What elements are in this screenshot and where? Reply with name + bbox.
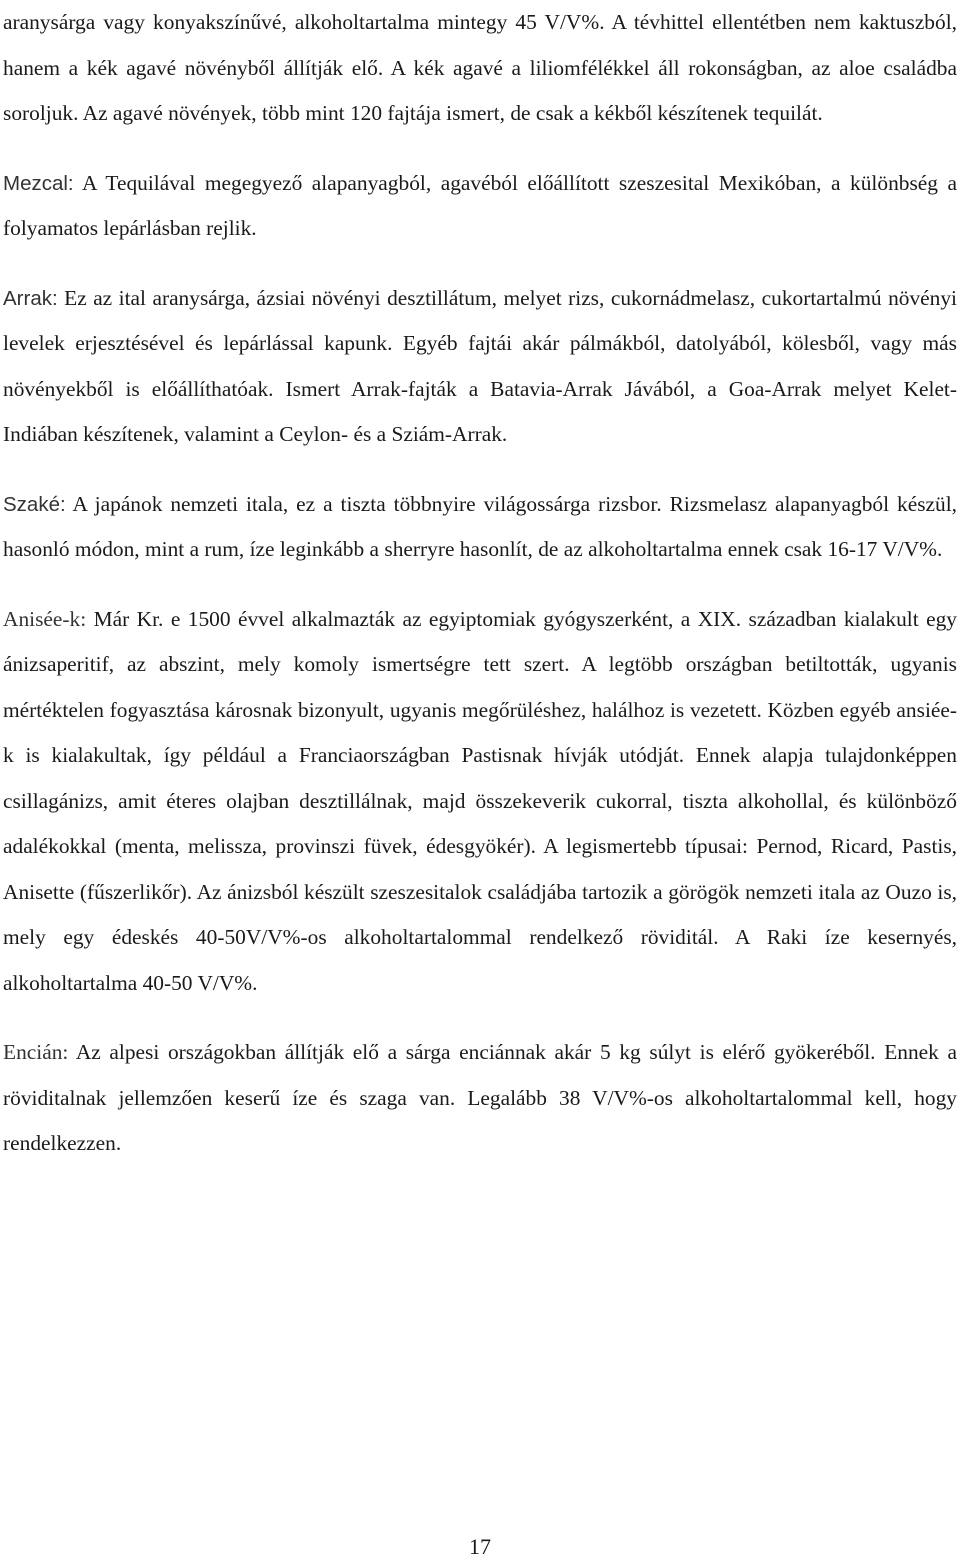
term-mezcal: Mezcal: [3, 171, 74, 195]
term-szake: Szaké: [3, 492, 66, 516]
paragraph-anisee [3, 597, 957, 1007]
paragraph-text: A Tequilával megegyező alapanyagból, agavéból előállított szeszesital Mexikóban, a különbség a folyamatos lepárlásban rejlik. [3, 170, 957, 240]
paragraph-text: Ez az ital aranysárga, ázsiai növényi desztillátum, melyet rizs, cukornádmelasz, cukortartalmú növényi levelek erjesztésével és lepárlással kapunk. Egyéb fajtái akár pálmákból, datolyából, kölesből, vagy más növényekből is előállíthatóak. Ismert Arrak-fajták a Batavia-Arrak Jávából, a Goa-Arrak melyet Kelet-Indiában készítenek, valamint a Ceylon- és a Sziám-Arrak. [3, 285, 957, 446]
paragraph-szake [3, 482, 957, 573]
term-anisee: Anisée-k: [3, 606, 87, 631]
document-page [3, 0, 957, 1561]
term-arrak: Arrak: [3, 286, 58, 310]
paragraph-tequila-continued [3, 0, 957, 137]
paragraph-text: A japánok nemzeti itala, ez a tiszta többnyire világossárga rizsbor. Rizsmelasz alapanyagból készül, hasonló módon, mint a rum, íze leginkább a sherryre hasonlít, de az alkoholtartalma ennek csak 16-17 V/V%. [3, 491, 957, 561]
paragraph-text: Már Kr. e 1500 évvel alkalmazták az egyiptomiak gyógyszerként, a XIX. században kialakult egy ánizsaperitif, az abszint, mely komoly ismertségre tett szert. A legtöbb országban betiltották, ugyanis mértéktelen fogyasztása károsnak bizonyult, ugyanis megőrüléshez, halálhoz is vezetett. Közben egyéb ansiée-k is kialakultak, így például a Franciaországban Pastisnak hívják utódját. Ennek alapja tulajdonképpen csillagánizs, amit éteres olajban desztillálnak, majd összekeverik cukorral, tiszta alkohollal, és különböző adalékokkal (menta, melissza, provinszi füvek, édesgyökér). A legismertebb típusai: Pernod, Ricard, Pastis, Anisette (fűszerlikőr). Az ánizsból készült szeszesitalok családjába tartozik a görögök nemzeti itala az Ouzo is, mely egy édeskés 40-50V/V%-os alkoholtartalommal rendelkező röviditál. A Raki íze kesernyés, alkoholtartalma 40-50 V/V%. [3, 606, 957, 995]
paragraph-text: Az alpesi országokban állítják elő a sárga enciánnak akár 5 kg súlyt is elérő gyökeréből. Ennek a röviditalnak jellemzően keserű íze és szaga van. Legalább 38 V/V%-os alkoholtartalommal kell, hogy rendelkezzen. [3, 1040, 957, 1155]
term-encian: Encián: [3, 1040, 69, 1064]
body-text [3, 0, 957, 1167]
paragraph-mezcal [3, 161, 957, 252]
paragraph-text: aranysárga vagy konyakszínűvé, alkoholtartalma mintegy 45 V/V%. A tévhittel ellentétben nem kaktuszból, hanem a kék agavé növényből állítják elő. A kék agavé a liliomfélékkel áll rokonságban, az aloe családba soroljuk. Az agavé növények, több mint 120 fajtája ismert, de csak a kékből készítenek tequilát. [3, 10, 957, 125]
paragraph-encian [3, 1030, 957, 1167]
page-number: 17 [469, 1534, 491, 1559]
paragraph-arrak [3, 276, 957, 458]
